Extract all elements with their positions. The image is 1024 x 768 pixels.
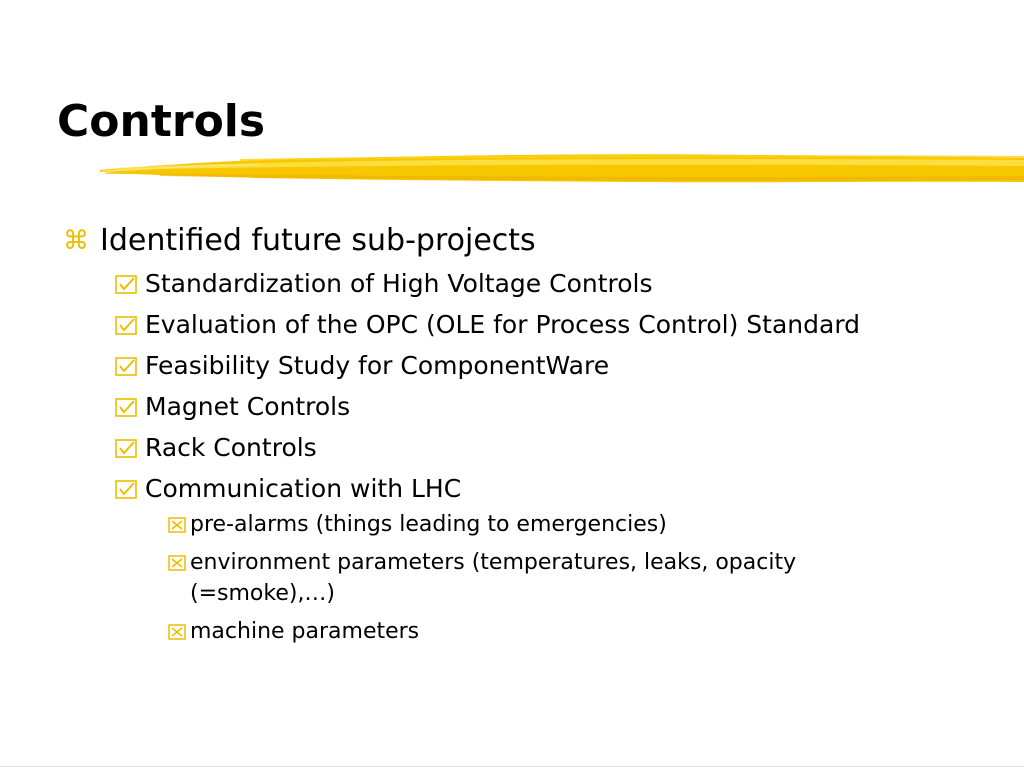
checked-box-icon	[115, 439, 138, 458]
sub-bullet-text: Feasibility Study for ComponentWare	[145, 351, 610, 380]
sub-bullet-item	[0, 304, 1024, 345]
x-box-icon	[168, 517, 187, 533]
slide-title: Controls	[57, 96, 266, 147]
sub-bullet-item	[0, 345, 1024, 386]
bullet-text: Identified future sub-projects	[100, 223, 536, 258]
sub-sub-bullet-text: pre-alarms (things leading to emergencies)	[190, 512, 667, 537]
sub-bullet-item	[0, 427, 1024, 468]
sub-sub-bullet-item	[145, 547, 870, 609]
sub-bullet-text: Rack Controls	[145, 433, 317, 462]
brush-stroke-decoration	[0, 145, 1024, 190]
sub-sub-bullet-item	[145, 509, 870, 540]
checked-box-icon	[115, 357, 138, 376]
command-icon	[63, 223, 89, 259]
sub-bullet-item	[0, 386, 1024, 427]
sub-bullet-item	[0, 263, 1024, 304]
bottom-divider	[0, 766, 1024, 767]
sub-bullet-item	[0, 468, 1024, 647]
sub-sub-bullet-list	[145, 509, 1024, 647]
x-box-icon	[168, 624, 187, 640]
checked-box-icon	[115, 398, 138, 417]
slide-body	[0, 223, 1024, 647]
checked-box-icon	[115, 275, 138, 294]
sub-bullet-text: Evaluation of the OPC (OLE for Process Control) Standard	[145, 310, 861, 339]
bullet-item	[0, 223, 1024, 259]
sub-sub-bullet-text: machine parameters	[190, 619, 420, 644]
sub-bullet-text: Magnet Controls	[145, 392, 351, 421]
sub-bullet-list	[0, 263, 1024, 647]
sub-bullet-text: Communication with LHC	[145, 474, 462, 503]
sub-sub-bullet-text: environment parameters (temperatures, leaks, opacity (=smoke),…)	[190, 550, 797, 606]
checked-box-icon	[115, 480, 138, 499]
x-box-icon	[168, 555, 187, 571]
checked-box-icon	[115, 316, 138, 335]
sub-bullet-text: Standardization of High Voltage Controls	[145, 269, 653, 298]
sub-sub-bullet-item	[145, 616, 870, 647]
